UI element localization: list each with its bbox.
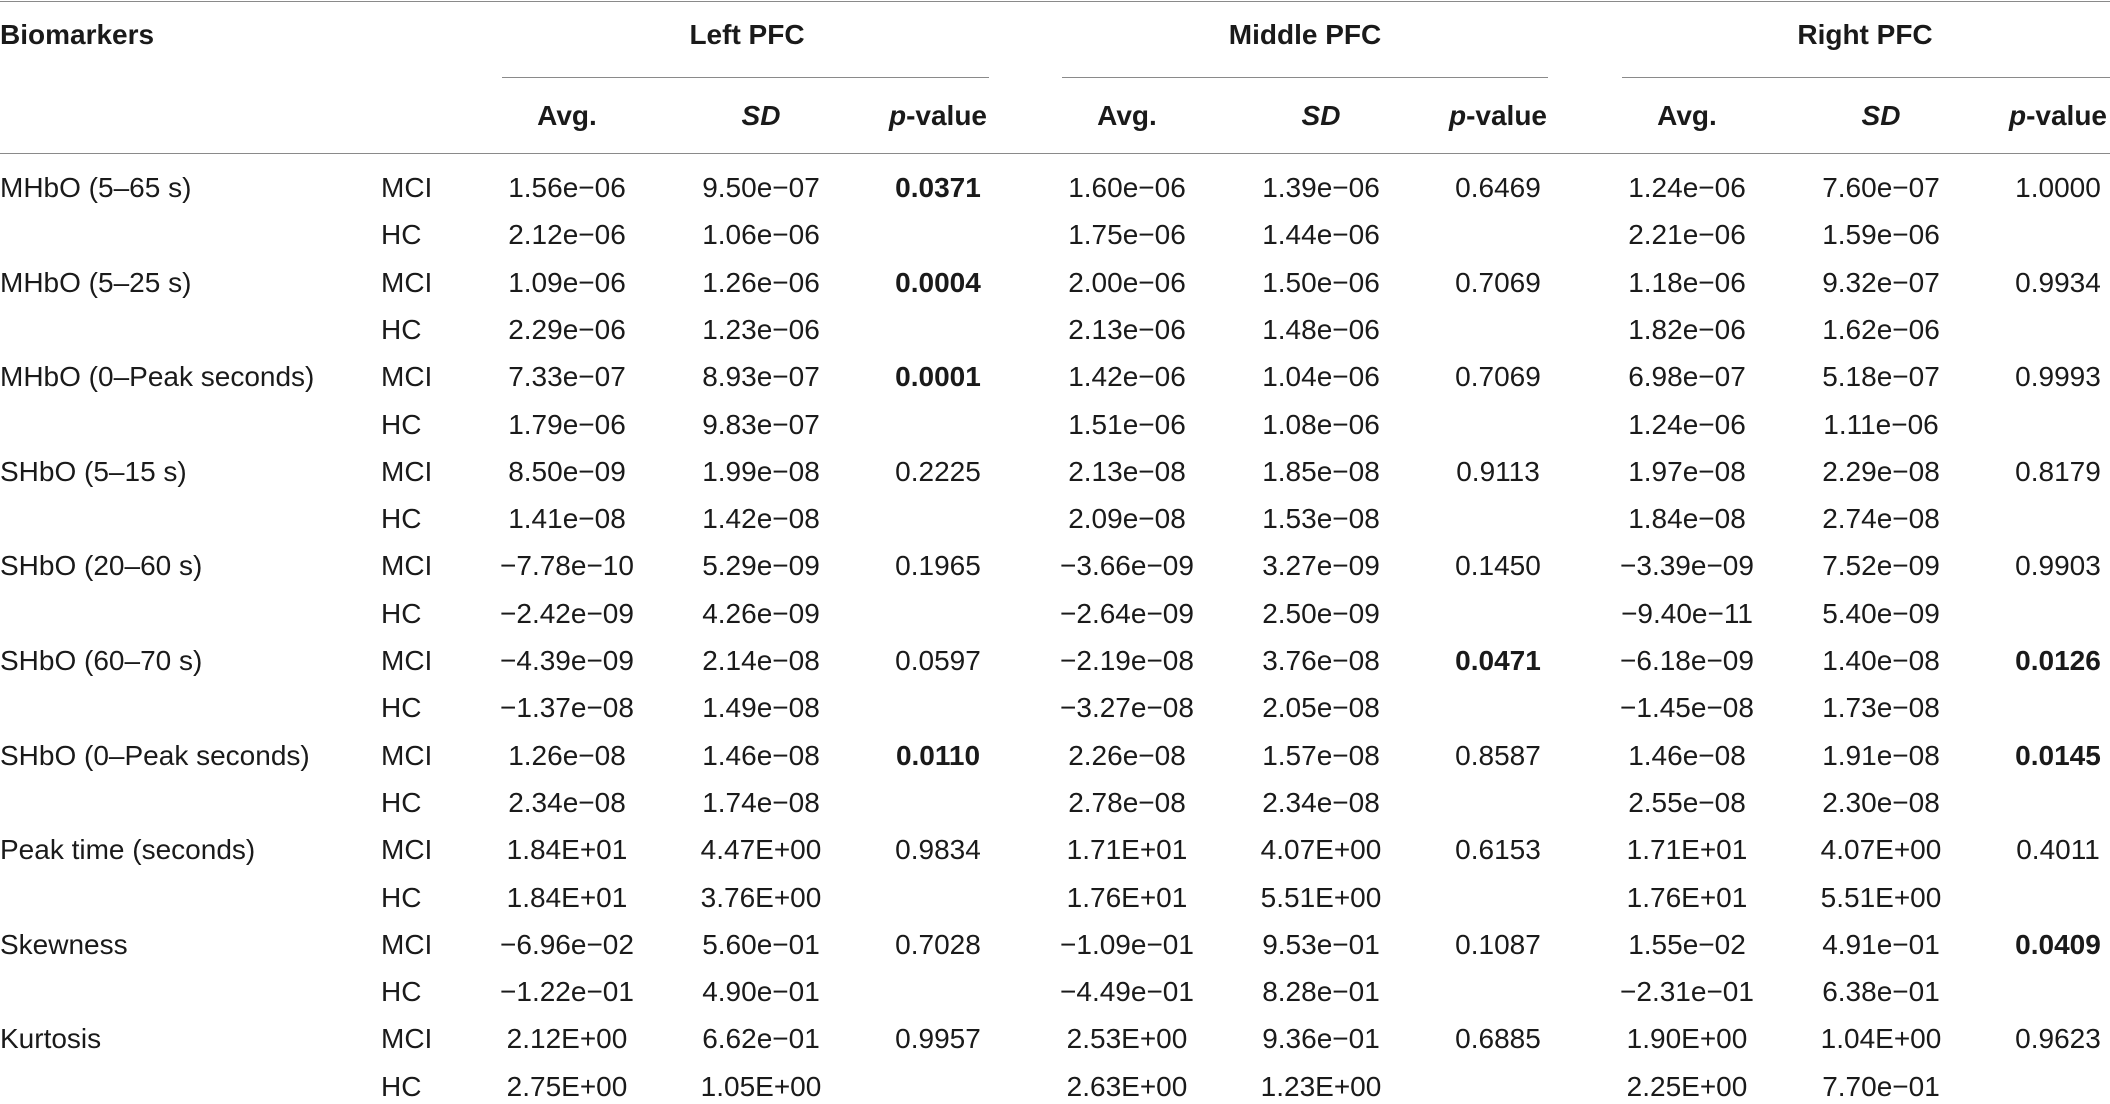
right-hc-avg: 1.76E+01 [1626,882,1748,913]
right-p-value: 0.8179 [2015,456,2101,487]
middle-hc-sd: 2.50e−09 [1262,598,1380,629]
middle-hc-sd: 1.44e−06 [1262,219,1380,250]
middle-p-value-header [1398,99,1598,133]
left-mci-sd: 8.93e−07 [702,361,820,392]
group-label-mci: MCI [381,740,433,771]
left-hc-sd: 1.06e−06 [702,219,820,250]
biomarker-name: Kurtosis [0,1023,102,1054]
left-hc-avg: 1.41e−08 [508,503,626,534]
group-label-hc: HC [381,692,422,723]
biomarker-name: Peak time (seconds) [0,834,256,865]
left-mci-sd: 4.47E+00 [700,834,822,865]
middle-mci-sd: 4.07E+00 [1260,834,1382,865]
left-p-value: 0.0004 [895,267,981,298]
left-p-value: 0.0597 [895,645,981,676]
right-p-value: 0.9993 [2015,361,2101,392]
left-mci-sd: 9.50e−07 [702,172,820,203]
left-p-value: 0.1965 [895,550,981,581]
middle-mci-avg: 2.26e−08 [1068,740,1186,771]
middle-mci-avg: 2.53E+00 [1066,1023,1188,1054]
middle-p-value: 0.1450 [1455,550,1541,581]
left-mci-sd: 6.62e−01 [702,1023,820,1054]
right-mci-sd: 1.04E+00 [1820,1023,1942,1054]
p-italic: p [888,100,907,131]
left-mci-sd: 1.26e−06 [702,267,820,298]
right-p-value-header [1958,99,2110,133]
right-pfc-header: Right PFC [1797,19,1933,50]
biomarker-name: SHbO (60–70 s) [0,645,203,676]
middle-hc-avg: −2.64e−09 [1060,598,1194,629]
middle-pfc-header: Middle PFC [1228,19,1382,50]
right-hc-avg: 2.55e−08 [1628,787,1746,818]
group-label-hc: HC [381,314,422,345]
left-mci-avg: 1.26e−08 [508,740,626,771]
right-mci-sd: 7.60e−07 [1822,172,1940,203]
group-label-hc: HC [381,976,422,1007]
left-mci-avg: 1.56e−06 [508,172,626,203]
middle-mci-avg: −2.19e−08 [1060,645,1194,676]
left-mci-avg: −7.78e−10 [500,550,634,581]
header-bottom-rule [0,153,2110,154]
left-hc-sd: 9.83e−07 [702,409,820,440]
right-hc-avg: 2.25E+00 [1626,1071,1748,1102]
left-hc-sd: 4.26e−09 [702,598,820,629]
right-p-value: 0.9623 [2015,1023,2101,1054]
left-hc-avg: 2.12e−06 [508,219,626,250]
right-hc-avg: 1.84e−08 [1628,503,1746,534]
middle-p-value: 0.8587 [1455,740,1541,771]
middle-mci-sd: 3.27e−09 [1262,550,1380,581]
group-label-mci: MCI [381,456,433,487]
left-hc-avg: 2.29e−06 [508,314,626,345]
left-hc-sd: 4.90e−01 [702,976,820,1007]
left-p-value: 0.2225 [895,456,981,487]
right-p-value: 0.0409 [2015,929,2101,960]
left-p-value: 0.0001 [895,361,981,392]
left-hc-avg: 2.75E+00 [506,1071,628,1102]
group-label-mci: MCI [381,929,433,960]
left-hc-sd: 1.42e−08 [702,503,820,534]
right-hc-sd: 1.62e−06 [1822,314,1940,345]
p-suffix: -value [1466,100,1548,131]
right-mci-sd: 2.29e−08 [1822,456,1940,487]
middle-hc-sd: 8.28e−01 [1262,976,1380,1007]
middle-p-value: 0.6469 [1455,172,1541,203]
middle-mci-sd: 3.76e−08 [1262,645,1380,676]
p-suffix: -value [2026,100,2108,131]
group-label-mci: MCI [381,172,433,203]
group-label-hc: HC [381,787,422,818]
right-hc-avg: 1.24e−06 [1628,409,1746,440]
left-mci-sd: 5.60e−01 [702,929,820,960]
group-label-mci: MCI [381,834,433,865]
right-p-value: 0.9934 [2015,267,2101,298]
group-label-hc: HC [381,219,422,250]
middle-hc-sd: 1.48e−06 [1262,314,1380,345]
left-hc-avg: −1.37e−08 [500,692,634,723]
left-sd-header: SD [741,100,781,131]
middle-mci-sd: 1.04e−06 [1262,361,1380,392]
right-mci-sd: 7.52e−09 [1822,550,1940,581]
right-mci-avg: 1.18e−06 [1628,267,1746,298]
middle-sd-header: SD [1301,100,1341,131]
right-hc-sd: 2.30e−08 [1822,787,1940,818]
middle-p-value: 0.6885 [1455,1023,1541,1054]
middle-hc-avg: 1.51e−06 [1068,409,1186,440]
middle-hc-sd: 2.05e−08 [1262,692,1380,723]
right-mci-sd: 1.40e−08 [1822,645,1940,676]
middle-hc-sd: 5.51E+00 [1260,882,1382,913]
right-p-value: 1.0000 [2015,172,2101,203]
right-p-value: 0.0145 [2015,740,2101,771]
biomarker-name: SHbO (20–60 s) [0,550,203,581]
right-mci-avg: −3.39e−09 [1620,550,1754,581]
middle-pfc-underline [1062,77,1548,78]
right-hc-avg: −9.40e−11 [1621,598,1753,629]
right-hc-sd: 5.51E+00 [1820,882,1942,913]
middle-mci-avg: 1.71E+01 [1066,834,1188,865]
biomarkers-header: Biomarkers [0,19,155,50]
p-italic: p [2008,100,2027,131]
left-p-value: 0.0110 [895,740,981,771]
middle-p-value: 0.6153 [1455,834,1541,865]
left-p-value-header [838,99,1038,133]
middle-hc-sd: 1.08e−06 [1262,409,1380,440]
middle-p-value: 0.7069 [1455,267,1541,298]
right-mci-avg: 1.71E+01 [1626,834,1748,865]
group-label-mci: MCI [381,1023,433,1054]
left-p-value: 0.9957 [895,1023,981,1054]
right-hc-sd: 5.40e−09 [1822,598,1940,629]
right-mci-avg: 1.24e−06 [1628,172,1746,203]
middle-mci-sd: 1.50e−06 [1262,267,1380,298]
right-avg-header: Avg. [1657,100,1717,131]
middle-hc-avg: 2.78e−08 [1068,787,1186,818]
middle-hc-avg: 1.76E+01 [1066,882,1188,913]
left-hc-avg: 1.84E+01 [506,882,628,913]
group-label-hc: HC [381,1071,422,1102]
middle-p-value: 0.7069 [1455,361,1541,392]
left-mci-sd: 5.29e−09 [702,550,820,581]
middle-mci-avg: 2.00e−06 [1068,267,1186,298]
left-hc-avg: 2.34e−08 [508,787,626,818]
middle-hc-sd: 1.53e−08 [1262,503,1380,534]
middle-mci-avg: 2.13e−08 [1068,456,1186,487]
right-mci-avg: −6.18e−09 [1620,645,1754,676]
left-hc-sd: 1.74e−08 [702,787,820,818]
right-p-value: 0.4011 [2016,834,2100,865]
biomarker-name: SHbO (5–15 s) [0,456,187,487]
left-hc-avg: −1.22e−01 [500,976,634,1007]
middle-p-value: 0.9113 [1456,456,1540,487]
middle-mci-sd: 1.57e−08 [1262,740,1380,771]
left-p-value: 0.7028 [895,929,981,960]
middle-mci-sd: 1.85e−08 [1262,456,1380,487]
middle-hc-avg: 2.63E+00 [1066,1071,1188,1102]
right-mci-avg: 6.98e−07 [1628,361,1746,392]
right-hc-sd: 1.73e−08 [1822,692,1940,723]
right-hc-sd: 2.74e−08 [1822,503,1940,534]
middle-mci-avg: −3.66e−09 [1060,550,1194,581]
left-hc-sd: 3.76E+00 [700,882,822,913]
left-avg-header: Avg. [537,100,597,131]
middle-mci-sd: 9.36e−01 [1262,1023,1380,1054]
group-label-mci: MCI [381,361,433,392]
left-hc-sd: 1.49e−08 [702,692,820,723]
middle-mci-sd: 1.39e−06 [1262,172,1380,203]
middle-mci-sd: 9.53e−01 [1262,929,1380,960]
left-p-value: 0.9834 [895,834,981,865]
right-mci-avg: 1.90E+00 [1626,1023,1748,1054]
biomarker-name: MHbO (5–25 s) [0,267,192,298]
middle-mci-avg: 1.60e−06 [1068,172,1186,203]
left-mci-sd: 2.14e−08 [702,645,820,676]
left-hc-avg: −2.42e−09 [500,598,634,629]
group-label-mci: MCI [381,645,433,676]
left-mci-avg: −4.39e−09 [500,645,634,676]
left-hc-avg: 1.79e−06 [508,409,626,440]
group-label-hc: HC [381,598,422,629]
middle-p-value: 0.1087 [1455,929,1541,960]
middle-hc-avg: −4.49e−01 [1060,976,1194,1007]
middle-hc-sd: 1.23E+00 [1260,1071,1382,1102]
middle-hc-avg: −3.27e−08 [1060,692,1194,723]
right-mci-avg: 1.46e−08 [1628,740,1746,771]
middle-p-value: 0.0471 [1455,645,1541,676]
left-p-value: 0.0371 [895,172,981,203]
right-hc-sd: 1.59e−06 [1822,219,1940,250]
middle-avg-header: Avg. [1097,100,1157,131]
right-hc-sd: 7.70e−01 [1822,1071,1940,1102]
group-label-hc: HC [381,503,422,534]
right-mci-sd: 9.32e−07 [1822,267,1940,298]
right-mci-sd: 4.07E+00 [1820,834,1942,865]
p-suffix: -value [906,100,988,131]
p-italic: p [1448,100,1467,131]
right-mci-sd: 5.18e−07 [1822,361,1940,392]
top-rule [0,1,2110,2]
right-hc-sd: 1.11e−06 [1823,409,1939,440]
biomarker-name: SHbO (0–Peak seconds) [0,740,310,771]
right-hc-avg: 1.82e−06 [1628,314,1746,345]
left-mci-sd: 1.46e−08 [702,740,820,771]
left-mci-avg: 1.09e−06 [508,267,626,298]
middle-mci-avg: 1.42e−06 [1068,361,1186,392]
left-mci-avg: 2.12E+00 [506,1023,628,1054]
middle-hc-avg: 1.75e−06 [1068,219,1186,250]
right-sd-header: SD [1861,100,1901,131]
group-label-mci: MCI [381,550,433,581]
biomarker-name: MHbO (5–65 s) [0,172,192,203]
left-pfc-underline [502,77,989,78]
right-mci-sd: 1.91e−08 [1822,740,1940,771]
group-label-hc: HC [381,409,422,440]
left-mci-avg: 1.84E+01 [506,834,628,865]
left-mci-sd: 1.99e−08 [702,456,820,487]
right-p-value: 0.0126 [2015,645,2101,676]
middle-hc-sd: 2.34e−08 [1262,787,1380,818]
group-label-hc: HC [381,882,422,913]
left-hc-sd: 1.23e−06 [702,314,820,345]
right-mci-avg: 1.97e−08 [1628,456,1746,487]
right-hc-avg: 2.21e−06 [1628,219,1746,250]
middle-hc-avg: 2.13e−06 [1068,314,1186,345]
left-mci-avg: 8.50e−09 [508,456,626,487]
left-hc-sd: 1.05E+00 [700,1071,822,1102]
biomarker-name: Skewness [0,929,128,960]
biomarker-name: MHbO (0–Peak seconds) [0,361,315,392]
right-hc-avg: −2.31e−01 [1620,976,1754,1007]
middle-mci-avg: −1.09e−01 [1060,929,1194,960]
right-mci-sd: 4.91e−01 [1822,929,1940,960]
right-hc-avg: −1.45e−08 [1620,692,1754,723]
right-mci-avg: 1.55e−02 [1628,929,1746,960]
left-mci-avg: 7.33e−07 [508,361,626,392]
left-pfc-header: Left PFC [689,19,805,50]
right-hc-sd: 6.38e−01 [1822,976,1940,1007]
left-mci-avg: −6.96e−02 [500,929,634,960]
right-p-value: 0.9903 [2015,550,2101,581]
group-label-mci: MCI [381,267,433,298]
middle-hc-avg: 2.09e−08 [1068,503,1186,534]
right-pfc-underline [1622,77,2110,78]
